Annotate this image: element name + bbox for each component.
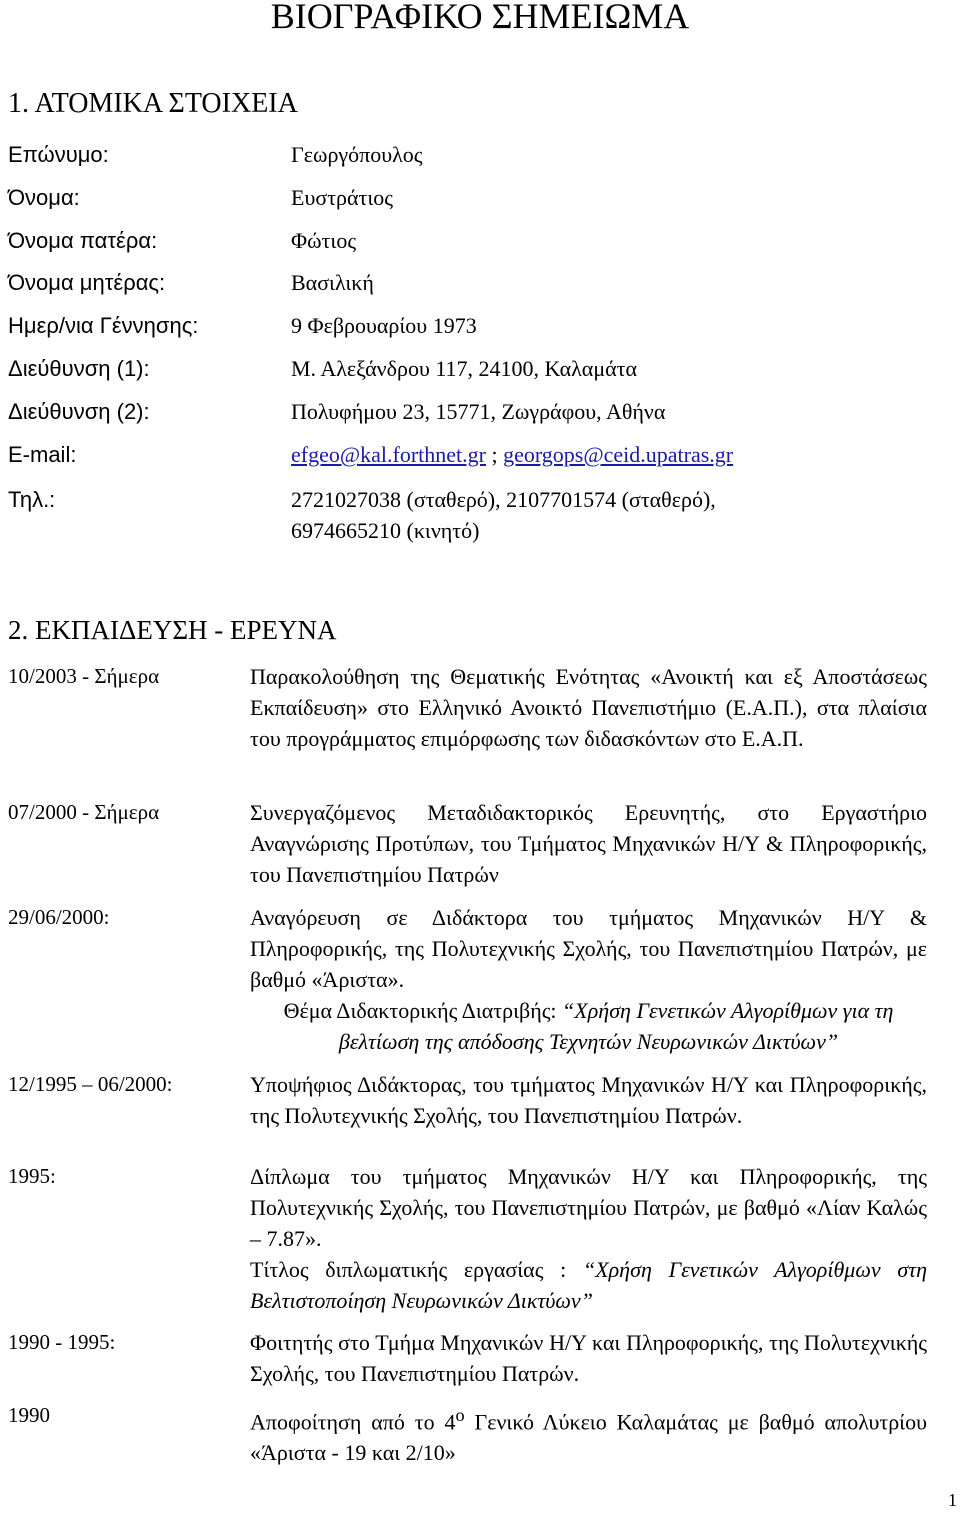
phone-line-1: 2721027038 (σταθερό), 2107701574 (σταθερό),	[291, 487, 716, 512]
address1-value: Μ. Αλεξάνδρου 117, 24100, Καλαμάτα	[291, 356, 638, 381]
entry-date: 1990 - 1995:	[8, 1330, 116, 1354]
entry-text	[250, 1161, 927, 1316]
address1-label: Διεύθυνση (1):	[8, 356, 150, 381]
entry-text	[250, 902, 927, 1057]
surname-label: Επώνυμο:	[8, 142, 109, 167]
entry-date: 10/2003 - Σήμερα	[8, 664, 160, 688]
entry-text-after: Γενικό Λύκειο Καλαμάτας με βαθμό απολυτρίου «Άριστα - 19 και 2/10»	[250, 1409, 927, 1466]
page-title: ΒΙΟΓΡΑΦΙΚΟ ΣΗΜΕΙΩΜΑ	[270, 0, 690, 36]
birth-label: Ημερ/νια Γέννησης:	[8, 313, 199, 338]
entry-description	[250, 1400, 927, 1468]
entry-description: Συνεργαζόμενος Μεταδιδακτορικός Ερευνητής, στο Εργαστήριο Αναγνώρισης Προτύπων, του Τμήματος Μηχανικών Η/Υ & Πληροφορικής, του Πανεπιστημίου Πατρών	[250, 800, 927, 887]
email-label: E-mail:	[8, 442, 77, 467]
entry-date: 07/2000 - Σήμερα	[8, 800, 160, 824]
entry-date: 12/1995 – 06/2000:	[8, 1072, 173, 1096]
email-separator: ;	[485, 442, 504, 467]
entry-description: Παρακολούθηση της Θεματικής Ενότητας «Ανοικτή και εξ Αποστάσεως Εκπαίδευση» στο Ελληνικό Ανοικτό Πανεπιστήμιο (Ε.Α.Π.), στα πλαίσια του προγράμματος επιμόρφωσης των διδασκόντων στο Ε.Α.Π.	[250, 664, 927, 751]
entry-date: 1995:	[8, 1164, 56, 1188]
entry-text	[250, 1327, 927, 1389]
phone-line-2: 6974665210 (κινητό)	[291, 518, 480, 543]
entry-description: Αναγόρευση σε Διδάκτορα του τμήματος Μηχανικών Η/Υ & Πληροφορικής, της Πολυτεχνικής Σχολής, του Πανεπιστημίου Πατρών, με βαθμό «Άριστα».	[250, 905, 927, 992]
entry-description: Φοιτητής στο Τμήμα Μηχανικών Η/Υ και Πληροφορικής, της Πολυτεχνικής Σχολής, του Πανεπιστημίου Πατρών.	[250, 1330, 927, 1386]
page-number: 1	[948, 1490, 957, 1510]
entry-date: 29/06/2000:	[8, 905, 110, 929]
mother-label: Όνομα μητέρας:	[8, 270, 166, 295]
ordinal-superscript: ο	[455, 1405, 465, 1425]
section-heading-education: 2. ΕΚΠΑΙΔΕΥΣΗ - ΕΡΕΥΝΑ	[8, 615, 337, 645]
section-heading-personal: 1. ΑΤΟΜΙΚΑ ΣΤΟΙΧΕΙΑ	[8, 88, 298, 119]
entry-text	[250, 1069, 927, 1131]
email-link-1[interactable]: efgeo@kal.forthnet.gr	[291, 442, 486, 467]
father-value: Φώτιος	[291, 228, 357, 253]
address2-value: Πολυφήμου 23, 15771, Ζωγράφου, Αθήνα	[291, 399, 666, 424]
birth-value: 9 Φεβρουαρίου 1973	[291, 313, 477, 338]
thesis-label: Τίτλος διπλωματικής εργασίας :	[250, 1257, 583, 1282]
email-value	[291, 440, 733, 470]
thesis-title: “Χρήση Γενετικών Αλγορίθμων για τη βελτίωση της απόδοσης Τεχνητών Νευρωνικών Δικτύων”	[338, 998, 894, 1054]
surname-value: Γεωργόπουλος	[291, 142, 423, 167]
mother-value: Βασιλική	[291, 270, 374, 295]
father-label: Όνομα πατέρα:	[8, 228, 158, 253]
entry-text	[250, 661, 927, 754]
address2-label: Διεύθυνση (2):	[8, 399, 150, 424]
entry-text	[250, 797, 927, 890]
entry-description: Δίπλωμα του τμήματος Μηχανικών Η/Υ και Πληροφορικής, της Πολυτεχνικής Σχολής, του Πανεπιστημίου Πατρών, με βαθμό «Λίαν Καλώς – 7.87».	[250, 1164, 927, 1251]
name-value: Ευστράτιος	[291, 185, 394, 210]
thesis-label: Θέμα Διδακτορικής Διατριβής:	[283, 998, 563, 1023]
thesis-line	[250, 1254, 927, 1316]
entry-date: 1990	[8, 1403, 50, 1427]
thesis-title: “Χρήση Γενετικών Αλγορίθμων στη Βελτιστοποίηση Νευρωνικών Δικτύων”	[250, 1257, 927, 1313]
email-link-2[interactable]: georgops@ceid.upatras.gr	[503, 442, 734, 467]
entry-text-before: Αποφοίτηση από το 4	[250, 1409, 456, 1435]
entry-text	[250, 1400, 927, 1468]
thesis-line	[250, 995, 927, 1057]
entry-description: Υποψήφιος Διδάκτορας, του τμήματος Μηχανικών Η/Υ και Πληροφορικής, της Πολυτεχνικής Σχολής, του Πανεπιστημίου Πατρών.	[250, 1072, 927, 1128]
phone-label: Τηλ.:	[8, 487, 56, 512]
name-label: Όνομα:	[8, 185, 80, 210]
